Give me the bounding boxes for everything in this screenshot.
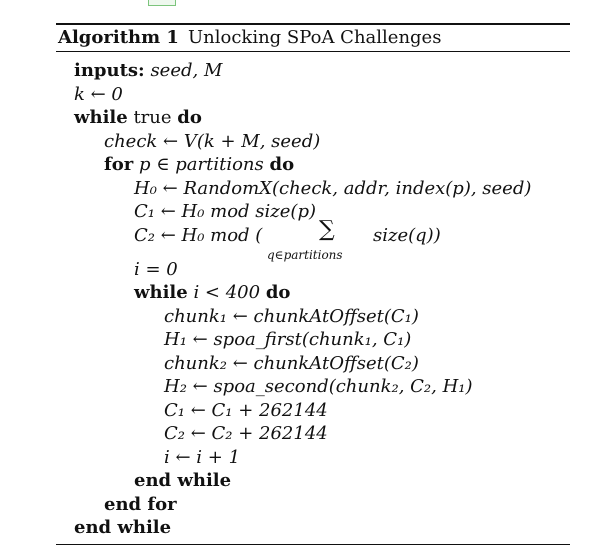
while-keyword: while bbox=[134, 282, 188, 303]
algorithm-body bbox=[56, 52, 570, 540]
for-condition: p ∈ partitions bbox=[133, 154, 270, 175]
line-h2: H₂ ← spoa_second(chunk₂, C₂, H₁) bbox=[164, 376, 473, 397]
line-for-partitions bbox=[56, 153, 570, 177]
line-check: check ← V(k + M, seed) bbox=[104, 130, 321, 152]
line-while-true bbox=[56, 106, 570, 130]
while-keyword: while bbox=[74, 107, 128, 128]
algorithm-caption bbox=[56, 25, 570, 51]
algorithm-label: Algorithm 1 bbox=[58, 27, 179, 48]
line-c1-inc: C₁ ← C₁ + 262144 bbox=[164, 399, 328, 421]
bottom-rule bbox=[56, 544, 570, 545]
line-c2-inc: C₂ ← C₂ + 262144 bbox=[164, 423, 328, 444]
c2-tail: size(q)) bbox=[373, 224, 441, 246]
for-keyword: for bbox=[104, 154, 134, 175]
line-chunk1: chunk₁ ← chunkAtOffset(C₁) bbox=[164, 305, 419, 327]
line-h0: H₀ ← RandomX(check, addr, index(p), seed) bbox=[134, 177, 532, 199]
line-inputs bbox=[56, 59, 570, 83]
sigma-symbol: ∑ bbox=[319, 216, 335, 242]
c2-head: C₂ ← H₀ mod ( bbox=[134, 224, 263, 246]
line-chunk2: chunk₂ ← chunkAtOffset(C₂) bbox=[164, 352, 419, 374]
line-k-init: k ← 0 bbox=[74, 83, 123, 105]
while-condition: true bbox=[127, 107, 178, 128]
while-i-condition: i < 400 bbox=[187, 282, 266, 303]
line-c1: C₁ ← H₀ mod size(p) bbox=[134, 201, 316, 222]
line-end-while-inner: end while bbox=[134, 470, 232, 491]
algorithm-title: Unlocking SPoA Challenges bbox=[187, 27, 442, 48]
line-i-init: i = 0 bbox=[134, 258, 178, 280]
cropped-previous-content bbox=[0, 0, 600, 10]
algorithm-block bbox=[56, 23, 570, 545]
do-keyword: do bbox=[265, 282, 291, 303]
inputs-keyword: inputs: bbox=[74, 60, 145, 81]
summation-subscript: q∈partitions bbox=[267, 247, 343, 262]
highlight-box-fragment bbox=[148, 0, 176, 6]
inputs-values: seed, M bbox=[150, 60, 223, 81]
line-end-while-outer: end while bbox=[74, 517, 172, 538]
line-c2-sum bbox=[56, 216, 570, 262]
line-end-for: end for bbox=[104, 493, 177, 515]
line-while-i bbox=[56, 281, 570, 305]
line-i-inc: i ← i + 1 bbox=[164, 446, 241, 468]
line-h1: H₁ ← spoa_first(chunk₁, C₁) bbox=[164, 329, 412, 350]
do-keyword: do bbox=[177, 107, 202, 128]
do-keyword: do bbox=[269, 154, 295, 175]
